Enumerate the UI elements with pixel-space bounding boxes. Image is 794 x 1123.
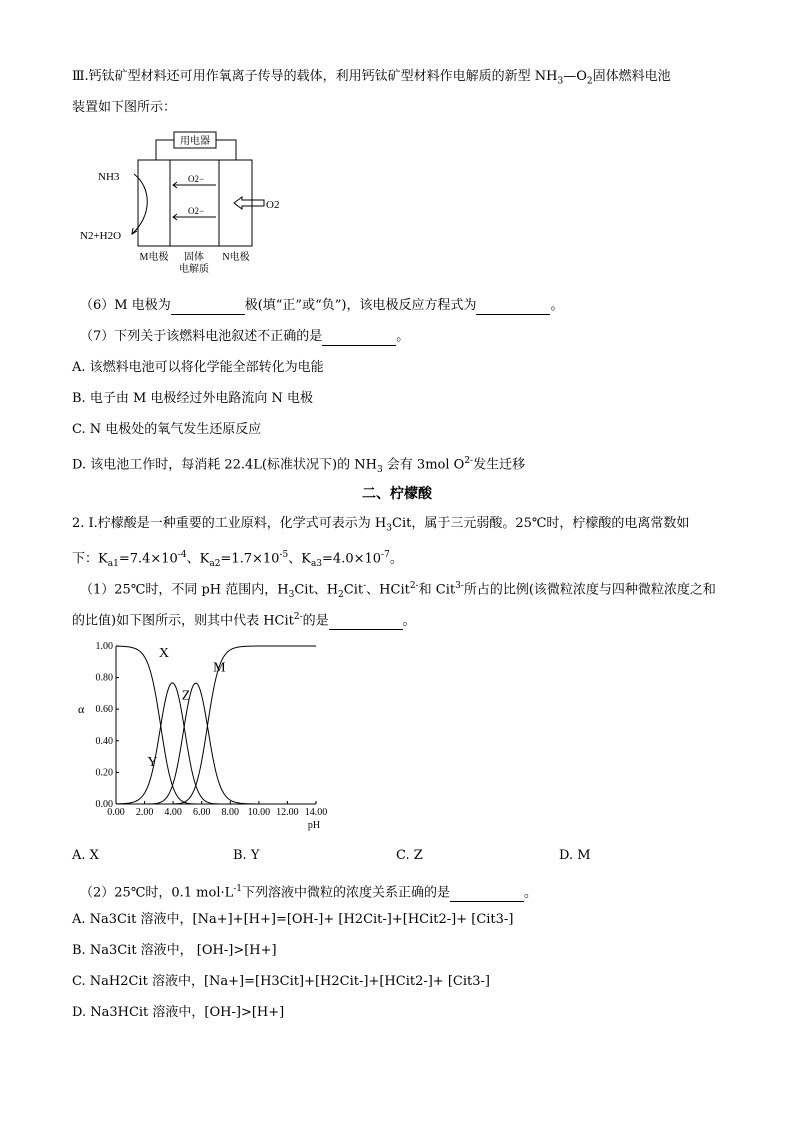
question-6: （6）M 电极为 极(填“正”或“负”)，该电极反应方程式为 。	[80, 298, 564, 313]
q7-option-d: D. 该电池工作时，每消耗 22.4L(标准状况下)的 $NH_3$ 会有 3mol $O^{2-}$发生迁移	[72, 456, 526, 475]
x-tick-label: 8.00	[221, 807, 240, 818]
section-title: 二、柠檬酸	[362, 486, 432, 502]
answer-blank-q2-1[interactable]	[329, 615, 403, 630]
cell-body	[138, 160, 252, 246]
q2-2-option-c: C. NaH2Cit 溶液中，[Na+]=[H3Cit]+[H2Cit-]+[HCit2-]+ [Cit3-]	[72, 974, 490, 989]
answer-blank-q2-2[interactable]	[450, 887, 524, 902]
x-tick-label: 2.00	[135, 807, 154, 818]
q2-option-a: A. X	[72, 848, 99, 863]
m-electrode-label: M电极	[139, 252, 169, 263]
y-tick-label: 0.20	[95, 767, 113, 779]
species-distribution-chart	[70, 636, 340, 836]
device-label: 用电器	[180, 136, 210, 147]
q7-option-a: A. 该燃料电池可以将化学能全部转化为电能	[72, 360, 324, 375]
q2-intro-line2: 下：$K_{a1}=7.4\times 10^{-4}$、$K_{a2}=1.7\times 10^{-5}$、$K_{a3}=4.0\times 10^{-7}$。	[72, 550, 403, 569]
y-tick-label: 0.40	[95, 735, 113, 747]
x-tick-label: 12.00	[276, 807, 299, 818]
part3-intro: Ⅲ.钙钛矿型材料还可用作氧离子传导的载体，利用钙钛矿型材料作电解质的新型 $NH_3—O_2$固体燃料电池	[72, 69, 671, 87]
products-label: N2+H2O	[80, 230, 122, 242]
x-tick-label: 4.00	[164, 807, 182, 818]
y-tick-label: 0.00	[95, 799, 113, 810]
q2-2-option-b: B. Na3Cit 溶液中， [OH-]>[H+]	[72, 943, 277, 958]
o2-inlet-arrow	[234, 197, 264, 209]
q2-sub2-stem: （2）25℃时，0.1 $mol\cdot L^{-1}$下列溶液中微粒的浓度关系正确的是 。	[80, 884, 538, 901]
ion-label-2: O2−	[188, 206, 205, 216]
y-tick-label: 0.80	[95, 672, 113, 684]
answer-blank-7[interactable]	[322, 331, 396, 346]
fuel-cell-diagram	[76, 128, 296, 278]
series-line-z	[116, 683, 316, 804]
q2-option-b: B. Y	[233, 848, 260, 863]
part3-intro-line2: 装置如下图所示：	[72, 100, 177, 115]
electrolyte-label-1: 固体	[184, 252, 204, 263]
q7-option-c: C. N 电极处的氧气发生还原反应	[72, 422, 262, 437]
series-label-y: Y	[147, 755, 158, 771]
y-axis-label: α	[78, 702, 85, 717]
series-line-y	[116, 683, 316, 804]
n-electrode-label: N电极	[222, 252, 250, 263]
x-axis-label: pH	[307, 820, 321, 831]
answer-blank-6a[interactable]	[171, 300, 245, 315]
q2-option-c: C. Z	[396, 848, 423, 863]
y-tick-label: 0.60	[95, 704, 113, 716]
electrolyte-label-2: 电解质	[179, 264, 209, 275]
q2-2-option-d: D. Na3HCit 溶液中，[OH-]>[H+]	[72, 1005, 285, 1020]
series-label-x: X	[158, 646, 169, 662]
q2-intro-line1: 2. Ⅰ.柠檬酸是一种重要的工业原料，化学式可表示为 $H_3Cit$，属于三元弱酸。25℃时，柠檬酸的电离常数如	[72, 516, 690, 534]
q2-sub1-line1: （1）25℃时，不同 pH 范围内，$H_3Cit$、$H_2Cit^-$、HCit$^{2-}$和 Cit$^{3-}$所占的比例(该微粒浓度与四种微粒浓度之和	[80, 581, 716, 600]
q7-option-b: B. 电子由 M 电极经过外电路流向 N 电极	[72, 391, 314, 406]
series-label-m: M	[213, 660, 226, 676]
q2-sub1-line2: 的比值)如下图所示，则其中代表 HCit$^{2-}$的是 。	[72, 612, 416, 629]
x-tick-label: 6.00	[192, 807, 211, 818]
nh3-flow-curve	[132, 174, 147, 234]
x-tick-label: 0.00	[107, 807, 125, 818]
series-label-z: Z	[181, 688, 191, 704]
question-7: （7）下列关于该燃料电池叙述不正确的是 。	[80, 329, 410, 344]
y-tick-label: 1.00	[95, 641, 113, 652]
o2-label: O2	[266, 199, 280, 211]
x-tick-label: 10.00	[247, 807, 271, 818]
nh3-label: NH3	[98, 171, 120, 183]
ion-label-1: O2−	[188, 174, 205, 184]
q2-2-option-a: A. Na3Cit 溶液中，[Na+]+[H+]=[OH-]+ [H2Cit-]+[HCit2-]+ [Cit3-]	[72, 912, 514, 927]
q2-option-d: D. M	[559, 848, 591, 863]
answer-blank-6b[interactable]	[476, 300, 550, 315]
x-tick-label: 14.00	[304, 807, 328, 818]
